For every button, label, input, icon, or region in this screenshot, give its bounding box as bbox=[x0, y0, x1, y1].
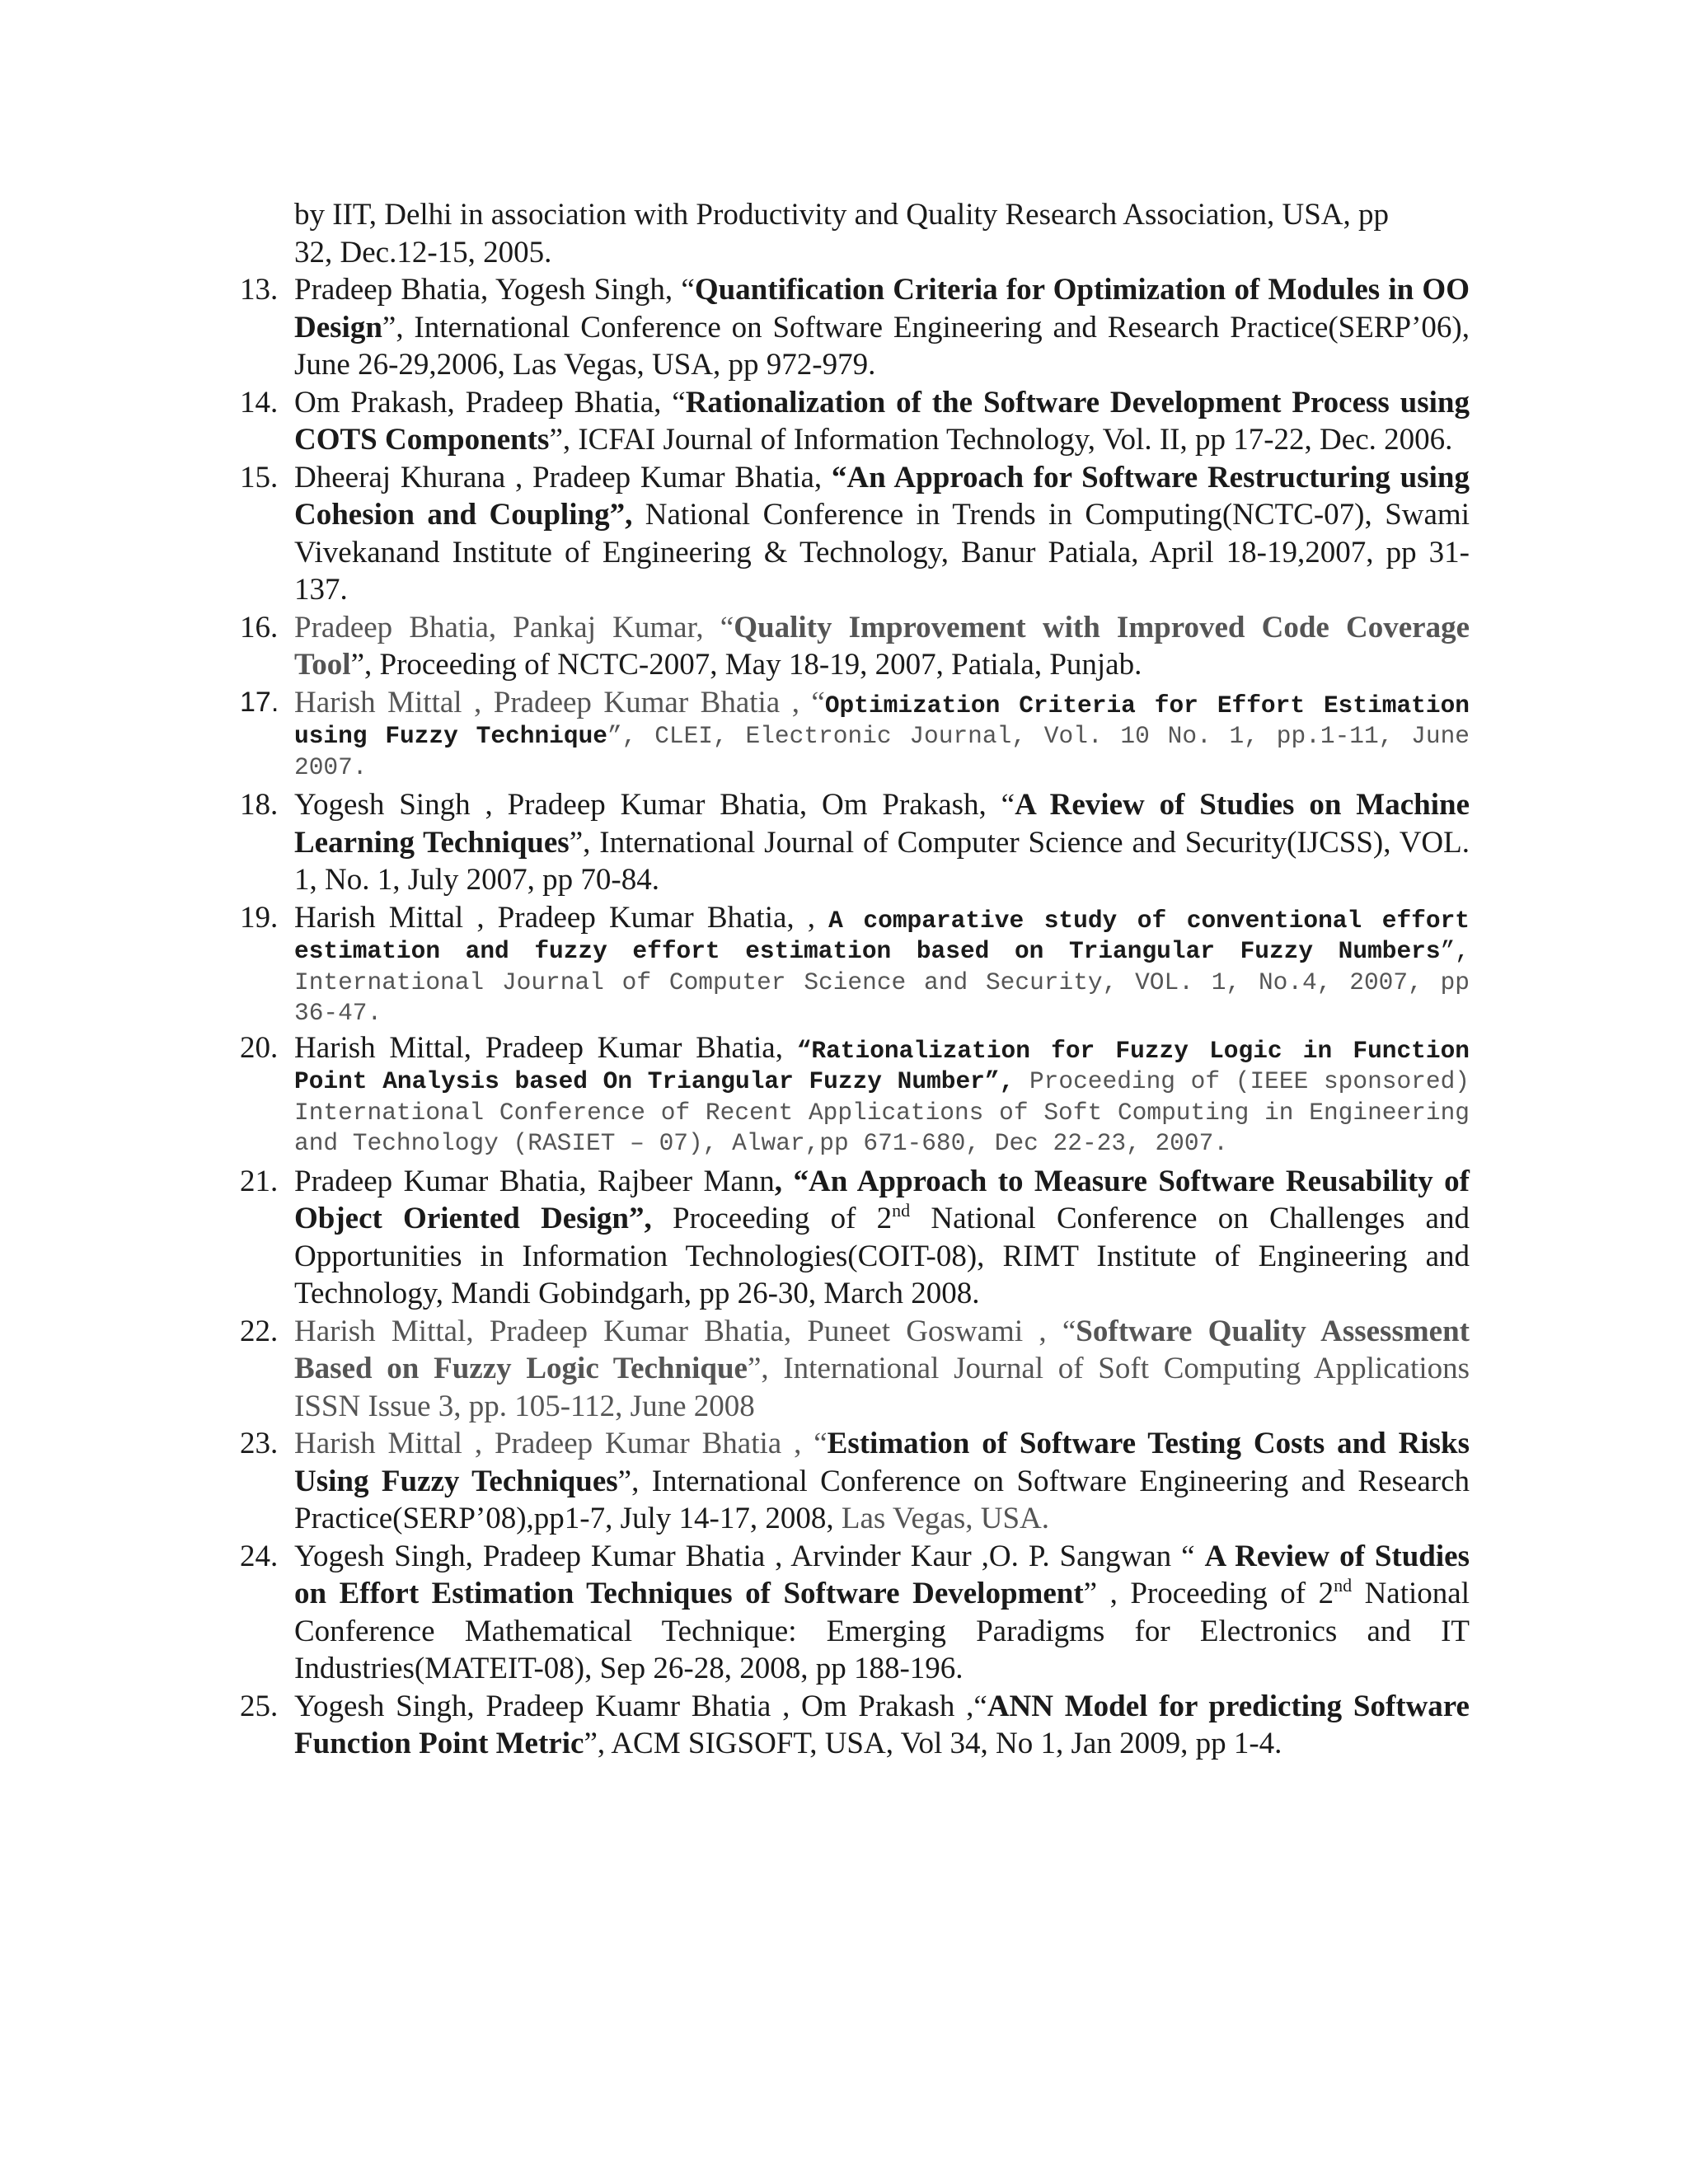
reference-details: ”, International Conference on Software Engineering and Research Practice(SERP’06), June 26-29,2006, Las Vegas, USA, pp 972-979. bbox=[294, 310, 1470, 382]
reference-details: Proceeding of (IEEE sponsored) International Conference of Recent Applications of Soft Computing in Engineering and Technology (RASIET – 07), Alwar,pp 671-680, Dec 22-23, 2007. bbox=[294, 1067, 1470, 1157]
reference-details: ”, Proceeding of NCTC-2007, May 18-19, 2007, Patiala, Punjab. bbox=[350, 648, 1142, 682]
reference-authors: Yogesh Singh, Pradeep Kuamr Bhatia , Om Prakash ,“ bbox=[294, 1689, 987, 1723]
reference-title: ANN Model for predicting Software Function Point Metric bbox=[294, 1689, 1470, 1760]
reference-title: Software Quality Assessment Based on Fuzzy Logic Technique bbox=[294, 1314, 1470, 1385]
reference-number: 15. bbox=[240, 460, 279, 494]
continued-line-1: by IIT, Delhi in association with Productivity and Quality Research Association, USA, pp bbox=[294, 198, 1390, 232]
reference-18 bbox=[240, 786, 1470, 899]
reference-17 bbox=[240, 684, 1470, 784]
reference-details: ”, International Journal of Computer Science and Security(IJCSS), VOL. 1, No. 1, July 2007, pp 70-84. bbox=[294, 825, 1470, 897]
reference-25 bbox=[240, 1688, 1470, 1763]
reference-authors: Pradeep Bhatia, Yogesh Singh, “ bbox=[294, 273, 695, 307]
reference-number: 13. bbox=[240, 273, 279, 307]
reference-title: Rationalization of the Software Development Process using COTS Components bbox=[294, 385, 1470, 457]
reference-number: 20. bbox=[240, 1030, 279, 1065]
reference-details: ”, ICFAI Journal of Information Technology, Vol. II, pp 17-22, Dec. 2006. bbox=[549, 423, 1453, 457]
reference-16 bbox=[240, 609, 1470, 684]
reference-details-cont: National Conference Mathematical Technique: Emerging Paradigms for Electronics and IT Industries(MATEIT-08), Sep 26-28, 2008, pp 188-196. bbox=[294, 1577, 1470, 1685]
reference-number: 16. bbox=[240, 610, 279, 644]
reference-22 bbox=[240, 1313, 1470, 1426]
reference-number: 24. bbox=[240, 1539, 279, 1573]
reference-title: Estimation of Software Testing Costs and Risks Using Fuzzy Techniques bbox=[294, 1427, 1470, 1498]
reference-authors: Harish Mittal , Pradeep Kumar Bhatia, , bbox=[294, 900, 829, 935]
reference-title: “An Approach for Software Restructuring using Cohesion and Coupling”, bbox=[294, 460, 1470, 532]
reference-authors: Harish Mittal , Pradeep Kumar Bhatia , “ bbox=[294, 685, 825, 719]
reference-15 bbox=[240, 459, 1470, 609]
reference-23 bbox=[240, 1425, 1470, 1538]
reference-number: 19. bbox=[240, 900, 279, 935]
reference-20 bbox=[240, 1029, 1470, 1160]
reference-details: ” , Proceeding of 2 bbox=[1083, 1577, 1334, 1610]
reference-number: 18. bbox=[240, 788, 279, 822]
reference-number: 25. bbox=[240, 1689, 279, 1723]
reference-authors: Harish Mittal, Pradeep Kumar Bhatia, Puneet Goswami , “ bbox=[294, 1314, 1076, 1348]
reference-14 bbox=[240, 384, 1470, 459]
reference-21 bbox=[240, 1163, 1470, 1313]
reference-authors: Harish Mittal, Pradeep Kumar Bhatia, bbox=[294, 1030, 797, 1065]
reference-title: “Rationalization for Fuzzy Logic in Function Point Analysis based On Triangular Fuzzy Number”, bbox=[294, 1036, 1470, 1095]
reference-authors: Pradeep Bhatia, Pankaj Kumar, “ bbox=[294, 610, 734, 644]
reference-authors: Harish Mittal , Pradeep Kumar Bhatia , “ bbox=[294, 1427, 828, 1460]
reference-number: 14. bbox=[240, 385, 279, 419]
reference-details: Proceeding of 2 bbox=[651, 1202, 893, 1235]
reference-details-cont: National Conference on Challenges and Opportunities in Information Technologies(COIT-08), RIMT Institute of Engineering and Technology, Mandi Gobindgarh, pp 26-30, March 2008. bbox=[294, 1202, 1470, 1310]
continued-reference bbox=[294, 196, 1470, 271]
reference-authors: Pradeep Kumar Bhatia, Rajbeer Mann bbox=[294, 1164, 775, 1198]
reference-details: ”, International Conference on Software Engineering and Research Practice(SERP’08),pp1-7, July 14-17, 2008, bbox=[294, 1464, 1470, 1535]
reference-details: National Conference in Trends in Computing(NCTC-07), Swami Vivekanand Institute of Engineering & Technology, Banur Patiala, April 18-19,2007, pp 31-137. bbox=[294, 498, 1470, 607]
reference-authors: Dheeraj Khurana , Pradeep Kumar Bhatia, bbox=[294, 460, 832, 494]
reference-number: 22. bbox=[240, 1314, 279, 1348]
reference-details: ”, CLEI, Electronic Journal, Vol. 10 No. 1, pp.1-11, June 2007. bbox=[294, 722, 1470, 781]
reference-19 bbox=[240, 899, 1470, 1029]
reference-title: Quantification Criteria for Optimization of Modules in OO Design bbox=[294, 273, 1470, 344]
reference-authors: Om Prakash, Pradeep Bhatia, “ bbox=[294, 385, 686, 419]
ordinal-suffix: nd bbox=[892, 1200, 911, 1221]
reference-title: A Review of Studies on Effort Estimation Techniques of Software Development bbox=[294, 1539, 1470, 1610]
reference-details: ”, ACM SIGSOFT, USA, Vol 34, No 1, Jan 2009, pp 1-4. bbox=[584, 1727, 1282, 1760]
reference-number: 21. bbox=[240, 1164, 279, 1198]
reference-authors: Yogesh Singh , Pradeep Kumar Bhatia, Om Prakash, “ bbox=[294, 788, 1015, 822]
reference-title: A Review of Studies on Machine Learning Techniques bbox=[294, 788, 1470, 860]
reference-title: , “An Approach to Measure Software Reusability of Object Oriented Design”, bbox=[294, 1164, 1470, 1235]
reference-title: Optimization Criteria for Effort Estimation using Fuzzy Technique bbox=[294, 691, 1470, 750]
reference-number: 23. bbox=[240, 1427, 279, 1460]
ordinal-suffix: nd bbox=[1334, 1575, 1353, 1596]
continued-line-2: 32, Dec.12-15, 2005. bbox=[294, 235, 552, 269]
reference-13 bbox=[240, 271, 1470, 384]
reference-details: ”, International Journal of Soft Computing Applications ISSN Issue 3, pp. 105-112, June 2008 bbox=[294, 1352, 1470, 1423]
reference-details: International Journal of Computer Science and Security, VOL. 1, No.4, 2007, pp 36-47. bbox=[294, 968, 1470, 1027]
reference-list bbox=[240, 196, 1470, 1763]
reference-title: A comparative study of conventional effort estimation and fuzzy effort estimation based on Triangular Fuzzy Numbers bbox=[294, 906, 1470, 965]
reference-title: Quality Improvement with Improved Code Coverage Tool bbox=[294, 610, 1470, 682]
reference-24 bbox=[240, 1538, 1470, 1688]
reference-location: Las Vegas, USA. bbox=[841, 1502, 1050, 1535]
reference-number: 17. bbox=[240, 686, 279, 718]
reference-quote: ”, bbox=[1440, 937, 1470, 965]
reference-authors: Yogesh Singh, Pradeep Kumar Bhatia , Arvinder Kaur ,O. P. Sangwan “ bbox=[294, 1539, 1205, 1573]
